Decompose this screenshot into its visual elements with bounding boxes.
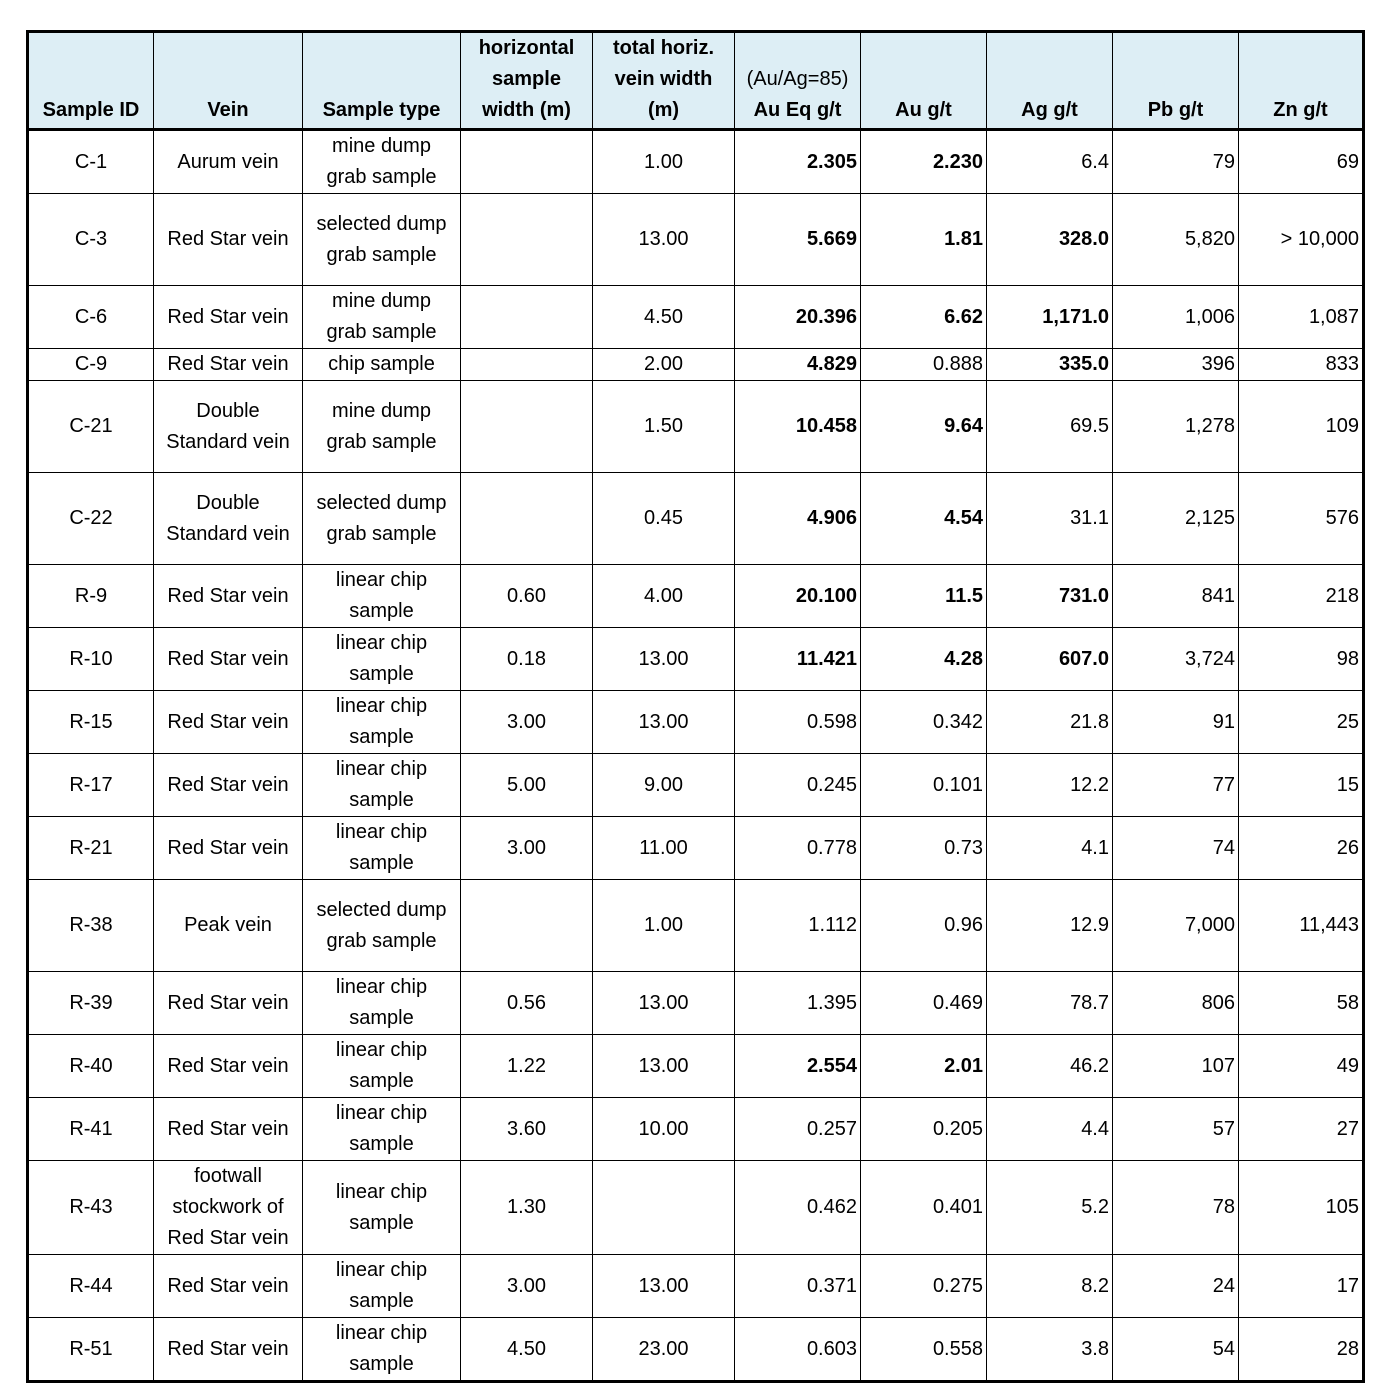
- header-label-line: vein width: [614, 68, 713, 90]
- cell-line: grab sample: [326, 321, 437, 343]
- cell-sample-type: [303, 473, 461, 565]
- cell-sample-id: R-39: [28, 972, 154, 1035]
- cell-sample-type: [303, 754, 461, 817]
- cell-sample-id: R-38: [28, 880, 154, 972]
- cell-horizontal-width: 5.00: [461, 754, 593, 817]
- cell-line: Red Star vein: [167, 353, 289, 375]
- cell-sample-type: [303, 691, 461, 754]
- cell-au: 0.401: [861, 1161, 987, 1255]
- cell-au: 6.62: [861, 286, 987, 349]
- cell-line: Red Star vein: [167, 228, 289, 250]
- cell-line: linear chip: [335, 976, 428, 998]
- table-header: [28, 32, 1364, 130]
- cell-pb: 841: [1113, 565, 1239, 628]
- cell-total-vein-width: [593, 1161, 735, 1255]
- cell-pb: 1,278: [1113, 381, 1239, 473]
- cell-line: linear chip: [335, 569, 428, 591]
- cell-ag: 328.0: [987, 194, 1113, 286]
- cell-pb: 24: [1113, 1255, 1239, 1318]
- cell-pb: 3,724: [1113, 628, 1239, 691]
- cell-line: linear chip: [335, 1039, 428, 1061]
- table-row: [28, 628, 1364, 691]
- cell-vein: [154, 1098, 303, 1161]
- cell-vein: [154, 691, 303, 754]
- cell-line: linear chip: [335, 695, 428, 717]
- cell-au: 0.96: [861, 880, 987, 972]
- cell-sample-id: R-17: [28, 754, 154, 817]
- cell-line: Red Star vein: [167, 773, 289, 796]
- cell-horizontal-width: 3.00: [461, 1255, 593, 1318]
- cell-horizontal-width: [461, 194, 593, 286]
- table-row: [28, 880, 1364, 972]
- table-row: [28, 130, 1364, 194]
- cell-line: Double: [196, 399, 260, 422]
- cell-horizontal-width: 3.60: [461, 1098, 593, 1161]
- cell-zn: 1,087: [1239, 286, 1364, 349]
- cell-au: 2.230: [861, 130, 987, 194]
- cell-au: 0.101: [861, 754, 987, 817]
- cell-zn: 105: [1239, 1161, 1364, 1255]
- cell-vein: [154, 817, 303, 880]
- cell-horizontal-width: 1.30: [461, 1161, 593, 1255]
- cell-sample-id: C-22: [28, 473, 154, 565]
- header-horizontal-width: [461, 32, 593, 130]
- header-sample-id: [28, 32, 154, 130]
- header-label-line: Pb g/t: [1147, 99, 1204, 121]
- cell-total-vein-width: 0.45: [593, 473, 735, 565]
- header-label-line: Au g/t: [895, 99, 952, 121]
- cell-au-eq: 0.598: [735, 691, 861, 754]
- cell-line: Standard vein: [166, 430, 290, 453]
- header-pb: [1113, 32, 1239, 130]
- cell-total-vein-width: 13.00: [593, 194, 735, 286]
- cell-au-eq: 0.257: [735, 1098, 861, 1161]
- header-label-line: sample: [492, 68, 561, 90]
- cell-pb: 806: [1113, 972, 1239, 1035]
- cell-line: Red Star vein: [167, 647, 289, 670]
- cell-line: sample: [349, 1070, 414, 1092]
- cell-vein: [154, 349, 303, 381]
- cell-horizontal-width: 0.60: [461, 565, 593, 628]
- cell-line: Red Star vein: [167, 1274, 289, 1297]
- header-row: [28, 32, 1364, 130]
- cell-line: mine dump: [332, 290, 431, 312]
- cell-pb: 107: [1113, 1035, 1239, 1098]
- cell-pb: 1,006: [1113, 286, 1239, 349]
- cell-horizontal-width: [461, 381, 593, 473]
- cell-zn: 28: [1239, 1318, 1364, 1382]
- cell-line: linear chip: [335, 1259, 428, 1281]
- header-sub-label: (Au/Ag=85): [746, 68, 849, 90]
- cell-total-vein-width: 13.00: [593, 1255, 735, 1318]
- cell-sample-type: [303, 817, 461, 880]
- cell-line: chip sample: [328, 353, 435, 375]
- header-zn: [1239, 32, 1364, 130]
- cell-total-vein-width: 23.00: [593, 1318, 735, 1382]
- cell-ag: 12.9: [987, 880, 1113, 972]
- cell-au: 0.558: [861, 1318, 987, 1382]
- cell-vein: [154, 286, 303, 349]
- cell-sample-id: C-21: [28, 381, 154, 473]
- cell-line: linear chip: [335, 821, 428, 843]
- cell-sample-type: [303, 1255, 461, 1318]
- header-sample-type: [303, 32, 461, 130]
- cell-au-eq: 10.458: [735, 381, 861, 473]
- cell-pb: 79: [1113, 130, 1239, 194]
- cell-sample-id: R-15: [28, 691, 154, 754]
- cell-au: 4.28: [861, 628, 987, 691]
- cell-line: Double: [196, 491, 260, 514]
- cell-horizontal-width: [461, 349, 593, 381]
- cell-line: selected dump: [316, 212, 447, 235]
- cell-line: sample: [349, 1007, 414, 1029]
- cell-horizontal-width: [461, 880, 593, 972]
- cell-line: grab sample: [326, 166, 437, 188]
- cell-line: linear chip: [335, 758, 428, 780]
- header-vein: [154, 32, 303, 130]
- cell-line: sample: [349, 852, 414, 874]
- cell-zn: > 10,000: [1239, 194, 1364, 286]
- cell-line: Red Star vein: [167, 1337, 289, 1360]
- cell-ag: 607.0: [987, 628, 1113, 691]
- cell-horizontal-width: [461, 473, 593, 565]
- header-label-line: Sample type: [322, 99, 441, 121]
- cell-au-eq: 0.603: [735, 1318, 861, 1382]
- cell-line: sample: [349, 1353, 414, 1375]
- cell-line: sample: [349, 1290, 414, 1312]
- cell-vein: [154, 972, 303, 1035]
- header-label-line: width (m): [482, 99, 571, 121]
- cell-line: mine dump: [332, 399, 431, 422]
- cell-vein: [154, 880, 303, 972]
- cell-sample-type: [303, 1098, 461, 1161]
- cell-ag: 21.8: [987, 691, 1113, 754]
- cell-sample-type: [303, 1035, 461, 1098]
- cell-au-eq: 20.396: [735, 286, 861, 349]
- cell-vein: [154, 473, 303, 565]
- cell-pb: 396: [1113, 349, 1239, 381]
- cell-total-vein-width: 1.00: [593, 880, 735, 972]
- header-total-vein-width: [593, 32, 735, 130]
- cell-line: linear chip: [335, 1322, 428, 1344]
- cell-line: mine dump: [332, 135, 431, 157]
- cell-ag: 31.1: [987, 473, 1113, 565]
- cell-au: 11.5: [861, 565, 987, 628]
- cell-pb: 78: [1113, 1161, 1239, 1255]
- cell-sample-type: [303, 349, 461, 381]
- cell-au-eq: 2.305: [735, 130, 861, 194]
- cell-au-eq: 0.778: [735, 817, 861, 880]
- cell-ag: 8.2: [987, 1255, 1113, 1318]
- cell-sample-id: R-51: [28, 1318, 154, 1382]
- header-label-line: horizontal: [478, 37, 575, 59]
- cell-line: Red Star vein: [167, 1117, 289, 1140]
- table-row: [28, 691, 1364, 754]
- table-row: [28, 754, 1364, 817]
- cell-zn: 833: [1239, 349, 1364, 381]
- cell-au-eq: 4.906: [735, 473, 861, 565]
- cell-vein: [154, 565, 303, 628]
- cell-total-vein-width: 11.00: [593, 817, 735, 880]
- cell-zn: 98: [1239, 628, 1364, 691]
- cell-total-vein-width: 1.00: [593, 130, 735, 194]
- cell-ag: 46.2: [987, 1035, 1113, 1098]
- table-row: [28, 1255, 1364, 1318]
- header-au-eq: [735, 32, 861, 130]
- cell-au-eq: 1.395: [735, 972, 861, 1035]
- cell-line: linear chip: [335, 1180, 428, 1203]
- cell-line: linear chip: [335, 1102, 428, 1124]
- cell-pb: 77: [1113, 754, 1239, 817]
- cell-line: footwall: [194, 1165, 262, 1187]
- cell-zn: 17: [1239, 1255, 1364, 1318]
- table-row: [28, 972, 1364, 1035]
- cell-sample-type: [303, 286, 461, 349]
- cell-au-eq: 2.554: [735, 1035, 861, 1098]
- cell-sample-type: [303, 1161, 461, 1255]
- header-label-line: (m): [647, 99, 680, 121]
- table-row: [28, 349, 1364, 381]
- cell-vein: [154, 754, 303, 817]
- cell-sample-type: [303, 880, 461, 972]
- cell-au-eq: 0.462: [735, 1161, 861, 1255]
- cell-line: Aurum vein: [177, 150, 279, 173]
- cell-total-vein-width: 13.00: [593, 628, 735, 691]
- cell-ag: 12.2: [987, 754, 1113, 817]
- header-label-line: total horiz.: [612, 37, 715, 59]
- table-row: [28, 565, 1364, 628]
- cell-zn: 576: [1239, 473, 1364, 565]
- cell-au: 0.469: [861, 972, 987, 1035]
- header-label-line: Vein: [207, 99, 249, 121]
- cell-sample-type: [303, 130, 461, 194]
- cell-au-eq: 0.245: [735, 754, 861, 817]
- cell-vein: [154, 1318, 303, 1382]
- cell-zn: 49: [1239, 1035, 1364, 1098]
- cell-ag: 4.4: [987, 1098, 1113, 1161]
- cell-line: selected dump: [316, 491, 447, 514]
- cell-au: 0.73: [861, 817, 987, 880]
- cell-zn: 109: [1239, 381, 1364, 473]
- cell-line: Peak vein: [184, 914, 272, 936]
- cell-sample-id: C-1: [28, 130, 154, 194]
- cell-total-vein-width: 13.00: [593, 691, 735, 754]
- cell-line: Standard vein: [166, 522, 290, 545]
- cell-ag: 1,171.0: [987, 286, 1113, 349]
- header-label-line: Zn g/t: [1273, 99, 1328, 121]
- cell-pb: 5,820: [1113, 194, 1239, 286]
- cell-zn: 27: [1239, 1098, 1364, 1161]
- cell-zn: 25: [1239, 691, 1364, 754]
- cell-ag: 335.0: [987, 349, 1113, 381]
- cell-vein: [154, 1161, 303, 1255]
- cell-ag: 3.8: [987, 1318, 1113, 1382]
- cell-line: grab sample: [326, 430, 437, 453]
- cell-line: Red Star vein: [167, 1227, 289, 1249]
- cell-au: 9.64: [861, 381, 987, 473]
- cell-total-vein-width: 1.50: [593, 381, 735, 473]
- cell-sample-id: C-3: [28, 194, 154, 286]
- cell-sample-id: R-9: [28, 565, 154, 628]
- cell-zn: 15: [1239, 754, 1364, 817]
- cell-sample-id: R-10: [28, 628, 154, 691]
- assay-results-table: [26, 30, 1365, 1383]
- cell-sample-id: R-40: [28, 1035, 154, 1098]
- cell-sample-type: [303, 565, 461, 628]
- cell-total-vein-width: 13.00: [593, 1035, 735, 1098]
- cell-au-eq: 11.421: [735, 628, 861, 691]
- cell-vein: [154, 1035, 303, 1098]
- cell-sample-id: R-41: [28, 1098, 154, 1161]
- cell-total-vein-width: 4.50: [593, 286, 735, 349]
- header-label-line: Ag g/t: [1021, 99, 1078, 121]
- cell-line: sample: [349, 726, 414, 748]
- header-label-line: Sample ID: [42, 99, 140, 121]
- cell-au: 0.888: [861, 349, 987, 381]
- cell-au: 0.275: [861, 1255, 987, 1318]
- cell-total-vein-width: 2.00: [593, 349, 735, 381]
- cell-line: Red Star vein: [167, 710, 289, 733]
- cell-sample-id: R-43: [28, 1161, 154, 1255]
- cell-line: sample: [349, 600, 414, 622]
- cell-au: 4.54: [861, 473, 987, 565]
- cell-pb: 74: [1113, 817, 1239, 880]
- table-row: [28, 286, 1364, 349]
- cell-au: 0.205: [861, 1098, 987, 1161]
- cell-line: sample: [349, 1211, 414, 1234]
- header-ag: [987, 32, 1113, 130]
- cell-sample-type: [303, 628, 461, 691]
- cell-horizontal-width: 0.56: [461, 972, 593, 1035]
- cell-sample-id: R-44: [28, 1255, 154, 1318]
- cell-zn: 26: [1239, 817, 1364, 880]
- table-row: [28, 194, 1364, 286]
- cell-ag: 78.7: [987, 972, 1113, 1035]
- cell-line: grab sample: [326, 522, 437, 545]
- cell-au-eq: 5.669: [735, 194, 861, 286]
- cell-line: Red Star vein: [167, 305, 289, 328]
- cell-vein: [154, 1255, 303, 1318]
- table-row: [28, 1098, 1364, 1161]
- cell-line: linear chip: [335, 632, 428, 654]
- cell-sample-type: [303, 194, 461, 286]
- cell-vein: [154, 628, 303, 691]
- cell-line: Red Star vein: [167, 1054, 289, 1077]
- cell-horizontal-width: [461, 130, 593, 194]
- cell-horizontal-width: 3.00: [461, 691, 593, 754]
- cell-line: stockwork of: [172, 1196, 284, 1218]
- cell-horizontal-width: [461, 286, 593, 349]
- cell-pb: 7,000: [1113, 880, 1239, 972]
- cell-line: grab sample: [326, 929, 437, 952]
- cell-au-eq: 0.371: [735, 1255, 861, 1318]
- cell-line: sample: [349, 663, 414, 685]
- cell-au: 2.01: [861, 1035, 987, 1098]
- cell-au-eq: 20.100: [735, 565, 861, 628]
- cell-sample-type: [303, 972, 461, 1035]
- cell-total-vein-width: 9.00: [593, 754, 735, 817]
- cell-vein: [154, 381, 303, 473]
- cell-zn: 218: [1239, 565, 1364, 628]
- table-row: [28, 1318, 1364, 1382]
- cell-au-eq: 4.829: [735, 349, 861, 381]
- cell-pb: 2,125: [1113, 473, 1239, 565]
- table-row: [28, 473, 1364, 565]
- table-row: [28, 1161, 1364, 1255]
- cell-horizontal-width: 1.22: [461, 1035, 593, 1098]
- cell-au: 0.342: [861, 691, 987, 754]
- cell-line: sample: [349, 789, 414, 811]
- cell-line: Red Star vein: [167, 584, 289, 607]
- cell-total-vein-width: 4.00: [593, 565, 735, 628]
- cell-horizontal-width: 0.18: [461, 628, 593, 691]
- table-body: [28, 130, 1364, 1382]
- cell-vein: [154, 130, 303, 194]
- cell-ag: 69.5: [987, 381, 1113, 473]
- cell-au-eq: 1.112: [735, 880, 861, 972]
- cell-sample-id: C-6: [28, 286, 154, 349]
- cell-zn: 58: [1239, 972, 1364, 1035]
- cell-vein: [154, 194, 303, 286]
- cell-line: sample: [349, 1133, 414, 1155]
- cell-line: Red Star vein: [167, 836, 289, 859]
- cell-zn: 69: [1239, 130, 1364, 194]
- cell-total-vein-width: 13.00: [593, 972, 735, 1035]
- cell-line: Red Star vein: [167, 991, 289, 1014]
- header-label-line: Au Eq g/t: [753, 99, 842, 121]
- cell-zn: 11,443: [1239, 880, 1364, 972]
- cell-sample-id: C-9: [28, 349, 154, 381]
- table-row: [28, 817, 1364, 880]
- cell-sample-type: [303, 1318, 461, 1382]
- cell-pb: 91: [1113, 691, 1239, 754]
- cell-ag: 5.2: [987, 1161, 1113, 1255]
- table-row: [28, 1035, 1364, 1098]
- cell-ag: 4.1: [987, 817, 1113, 880]
- cell-sample-id: R-21: [28, 817, 154, 880]
- cell-au: 1.81: [861, 194, 987, 286]
- cell-ag: 731.0: [987, 565, 1113, 628]
- cell-horizontal-width: 3.00: [461, 817, 593, 880]
- cell-pb: 54: [1113, 1318, 1239, 1382]
- cell-total-vein-width: 10.00: [593, 1098, 735, 1161]
- cell-line: selected dump: [316, 898, 447, 921]
- header-au: [861, 32, 987, 130]
- cell-pb: 57: [1113, 1098, 1239, 1161]
- cell-horizontal-width: 4.50: [461, 1318, 593, 1382]
- cell-line: grab sample: [326, 243, 437, 266]
- table-row: [28, 381, 1364, 473]
- cell-sample-type: [303, 381, 461, 473]
- cell-ag: 6.4: [987, 130, 1113, 194]
